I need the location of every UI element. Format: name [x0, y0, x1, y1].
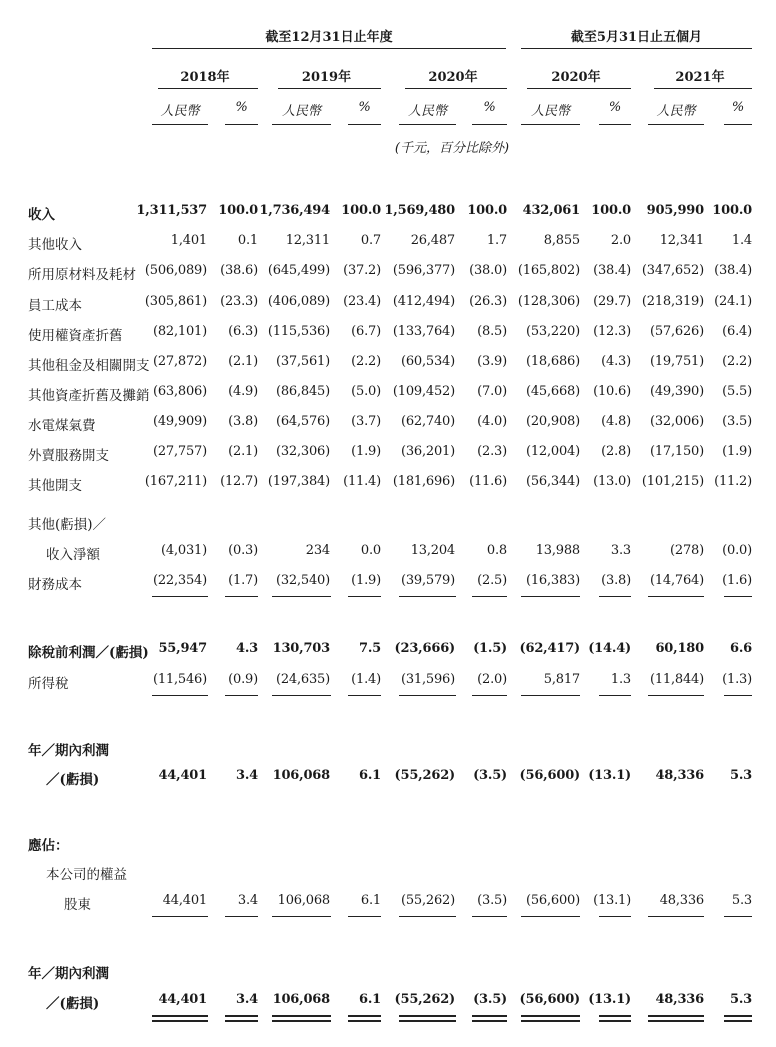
cell-amount: 106,068	[272, 768, 330, 783]
cell-amount: 13,988	[535, 543, 580, 558]
tax-rule	[152, 695, 208, 696]
cell-percent: (11.6)	[469, 474, 507, 489]
cell-percent: (12.3)	[593, 324, 631, 339]
cell-percent: 3.4	[237, 893, 258, 908]
total-double-rule-1	[399, 1015, 456, 1017]
cell-percent: (3.9)	[477, 354, 507, 369]
cell-percent: (11.4)	[343, 474, 381, 489]
cell-amount: 48,336	[655, 768, 704, 783]
cell-percent: (0.3)	[228, 543, 258, 558]
unit-rule	[599, 124, 631, 125]
year-header-rule	[278, 88, 381, 89]
cell-amount: (12,004)	[525, 444, 580, 459]
cell-percent: (3.8)	[228, 414, 258, 429]
subtotal-rule	[521, 596, 580, 597]
cell-percent: (3.7)	[351, 414, 381, 429]
cell-percent: (14.4)	[588, 641, 631, 656]
cell-amount: (27,757)	[152, 444, 207, 459]
cell-percent: 1.4	[731, 233, 752, 248]
row-label: ／(虧損)	[46, 996, 100, 1012]
cell-percent: (38.6)	[220, 263, 258, 278]
cell-amount: (19,751)	[649, 354, 704, 369]
tax-rule	[272, 695, 331, 696]
row-label: 水電煤氣費	[28, 418, 96, 434]
total-double-rule-2	[599, 1020, 631, 1022]
cell-amount: (49,909)	[152, 414, 207, 429]
cell-amount: (181,696)	[392, 474, 455, 489]
total-double-rule-1	[472, 1015, 507, 1017]
cell-amount: 44,401	[158, 768, 207, 783]
cell-percent: (3.8)	[601, 573, 631, 588]
cell-amount: 12,341	[659, 233, 704, 248]
total-double-rule-1	[348, 1015, 381, 1017]
cell-percent: (13.1)	[588, 768, 631, 783]
total-double-rule-1	[648, 1015, 704, 1017]
year-header: 2020年	[551, 70, 601, 85]
cell-amount: (18,686)	[525, 354, 580, 369]
subtotal-rule	[272, 596, 331, 597]
total-double-rule-1	[724, 1015, 752, 1017]
cell-amount: (60,534)	[400, 354, 455, 369]
year-header: 2019年	[301, 70, 352, 85]
cell-percent: (13.1)	[593, 893, 631, 908]
cell-amount: 55,947	[158, 641, 207, 656]
cell-amount: (165,802)	[517, 263, 580, 278]
total-double-rule-2	[472, 1020, 507, 1022]
cell-amount: (16,383)	[525, 573, 580, 588]
row-label: 其他開支	[28, 478, 82, 494]
cell-percent: (29.7)	[593, 294, 631, 309]
subtotal-rule	[724, 596, 752, 597]
row-label: 應佔：	[28, 838, 69, 854]
cell-amount: (27,872)	[152, 354, 207, 369]
cell-percent: (3.5)	[473, 992, 507, 1007]
row-label: 年／期內利潤	[28, 743, 109, 759]
row-label: 財務成本	[28, 577, 82, 593]
cell-amount: 1,569,480	[384, 203, 455, 218]
total-double-rule-2	[272, 1020, 331, 1022]
group-header-five-months: 截至5月31日止五個月	[570, 30, 703, 45]
row-label: 股東	[64, 897, 91, 913]
row-label: 其他資產折舊及攤銷	[28, 388, 150, 404]
cell-amount: 1,736,494	[259, 203, 330, 218]
cell-percent: (3.5)	[473, 768, 507, 783]
cell-amount: 1,401	[170, 233, 207, 248]
unit-note: (千元，百分比除外)	[394, 141, 510, 156]
cell-percent: (0.9)	[228, 672, 258, 687]
cell-amount: (4,031)	[161, 543, 207, 558]
cell-amount: (218,319)	[641, 294, 704, 309]
year-header-rule	[405, 88, 507, 89]
unit-rmb: 人民幣	[160, 104, 200, 119]
subtotal-rule	[472, 596, 507, 597]
unit-rule	[724, 124, 752, 125]
row-label: 年／期內利潤	[28, 966, 109, 982]
cell-percent: (2.3)	[477, 444, 507, 459]
cell-amount: 1,311,537	[136, 203, 207, 218]
attributable-rule	[521, 916, 580, 917]
attributable-rule	[724, 916, 752, 917]
total-double-rule-2	[724, 1020, 752, 1022]
cell-percent: 0.1	[237, 233, 258, 248]
row-label: ／(虧損)	[46, 772, 100, 788]
tax-rule	[348, 695, 381, 696]
cell-amount: (305,861)	[144, 294, 207, 309]
subtotal-rule	[152, 596, 208, 597]
row-label: 其他(虧損)／	[28, 517, 107, 533]
tax-rule	[521, 695, 580, 696]
cell-percent: 3.3	[610, 543, 631, 558]
total-double-rule-2	[348, 1020, 381, 1022]
cell-amount: (64,576)	[275, 414, 330, 429]
subtotal-rule	[348, 596, 381, 597]
cell-percent: 4.3	[235, 641, 258, 656]
cell-percent: (24.1)	[714, 294, 752, 309]
cell-amount: (37,561)	[275, 354, 330, 369]
total-double-rule-1	[225, 1015, 258, 1017]
cell-amount: (45,668)	[525, 384, 580, 399]
subtotal-rule	[399, 596, 456, 597]
cell-amount: (56,344)	[525, 474, 580, 489]
attributable-rule	[648, 916, 704, 917]
cell-amount: (32,540)	[275, 573, 330, 588]
unit-rule	[472, 124, 507, 125]
row-label: 除稅前利潤／(虧損)	[28, 645, 149, 661]
cell-amount: (17,150)	[649, 444, 704, 459]
group-header-year: 截至12月31日止年度	[265, 30, 393, 45]
cell-percent: (6.4)	[722, 324, 752, 339]
cell-percent: (13.1)	[588, 992, 631, 1007]
cell-percent: (2.1)	[228, 444, 258, 459]
cell-amount: (23,666)	[394, 641, 455, 656]
cell-amount: (406,089)	[267, 294, 330, 309]
year-header-rule	[527, 88, 631, 89]
cell-percent: 5.3	[729, 992, 752, 1007]
cell-percent: 7.5	[358, 641, 381, 656]
cell-percent: 6.1	[360, 893, 381, 908]
cell-percent: 6.1	[358, 992, 381, 1007]
unit-rule	[399, 124, 456, 125]
cell-amount: (53,220)	[525, 324, 580, 339]
attributable-rule	[272, 916, 331, 917]
year-header: 2020年	[428, 70, 478, 85]
cell-percent: (10.6)	[593, 384, 631, 399]
cell-amount: 234	[305, 543, 330, 558]
cell-amount: 130,703	[272, 641, 330, 656]
cell-amount: (49,390)	[649, 384, 704, 399]
cell-amount: (56,600)	[519, 768, 580, 783]
unit-pct: %	[731, 100, 745, 115]
cell-amount: (596,377)	[392, 263, 455, 278]
cell-amount: 48,336	[659, 893, 704, 908]
year-header-rule	[158, 88, 258, 89]
cell-amount: (506,089)	[144, 263, 207, 278]
tax-rule	[648, 695, 704, 696]
cell-amount: (645,499)	[267, 263, 330, 278]
cell-percent: (6.7)	[351, 324, 381, 339]
cell-percent: (38.4)	[714, 263, 752, 278]
cell-percent: 2.0	[610, 233, 631, 248]
row-label: 收入淨額	[46, 547, 100, 563]
unit-rule	[648, 124, 704, 125]
cell-percent: (2.2)	[351, 354, 381, 369]
total-double-rule-1	[272, 1015, 331, 1017]
cell-percent: (12.7)	[220, 474, 258, 489]
cell-amount: 106,068	[277, 893, 330, 908]
cell-percent: (23.4)	[343, 294, 381, 309]
cell-percent: (4.9)	[228, 384, 258, 399]
cell-percent: 1.3	[610, 672, 631, 687]
cell-percent: (5.0)	[351, 384, 381, 399]
cell-percent: (3.5)	[722, 414, 752, 429]
row-label: 其他租金及相關開支	[28, 358, 150, 374]
subtotal-rule	[225, 596, 258, 597]
cell-percent: 0.7	[360, 233, 381, 248]
subtotal-rule	[599, 596, 631, 597]
cell-percent: (38.4)	[593, 263, 631, 278]
cell-percent: (2.5)	[477, 573, 507, 588]
cell-amount: (11,844)	[649, 672, 704, 687]
cell-percent: (13.0)	[593, 474, 631, 489]
cell-amount: 26,487	[410, 233, 455, 248]
cell-amount: (167,211)	[144, 474, 207, 489]
year-header: 2021年	[675, 70, 725, 85]
unit-rmb: 人民幣	[530, 104, 570, 119]
cell-percent: (38.0)	[469, 263, 507, 278]
cell-percent: (2.2)	[722, 354, 752, 369]
cell-amount: 44,401	[158, 992, 207, 1007]
total-double-rule-2	[399, 1020, 456, 1022]
cell-percent: 3.4	[235, 768, 258, 783]
cell-amount: (20,908)	[525, 414, 580, 429]
cell-percent: (3.5)	[477, 893, 507, 908]
cell-amount: (347,652)	[641, 263, 704, 278]
unit-rmb: 人民幣	[407, 104, 447, 119]
cell-percent: (7.0)	[477, 384, 507, 399]
cell-amount: 8,855	[543, 233, 580, 248]
unit-pct: %	[235, 100, 248, 115]
cell-percent: (1.9)	[351, 573, 381, 588]
attributable-rule	[472, 916, 507, 917]
cell-percent: 5.3	[731, 893, 752, 908]
year-header-rule	[654, 88, 752, 89]
cell-percent: (2.1)	[228, 354, 258, 369]
unit-rule	[521, 124, 580, 125]
cell-amount: 106,068	[272, 992, 330, 1007]
cell-amount: (63,806)	[152, 384, 207, 399]
cell-percent: 0.0	[360, 543, 381, 558]
cell-percent: (2.8)	[601, 444, 631, 459]
cell-amount: (11,546)	[152, 672, 207, 687]
cell-amount: (133,764)	[392, 324, 455, 339]
total-double-rule-1	[152, 1015, 208, 1017]
cell-percent: (26.3)	[469, 294, 507, 309]
tax-rule	[599, 695, 631, 696]
total-double-rule-2	[648, 1020, 704, 1022]
tax-rule	[225, 695, 258, 696]
cell-amount: (55,262)	[394, 768, 455, 783]
cell-amount: (109,452)	[392, 384, 455, 399]
cell-amount: 13,204	[410, 543, 455, 558]
cell-percent: 1.7	[486, 233, 507, 248]
cell-amount: (56,600)	[519, 992, 580, 1007]
cell-percent: 6.6	[729, 641, 752, 656]
attributable-rule	[152, 916, 208, 917]
cell-percent: (0.0)	[722, 543, 752, 558]
cell-percent: (1.5)	[473, 641, 507, 656]
cell-amount: (62,417)	[519, 641, 580, 656]
attributable-rule	[399, 916, 456, 917]
unit-rmb: 人民幣	[656, 104, 696, 119]
group-header-five-months-rule	[521, 48, 752, 49]
row-label: 收入	[28, 207, 55, 223]
unit-rule	[152, 124, 208, 125]
tax-rule	[399, 695, 456, 696]
unit-rule	[272, 124, 331, 125]
tax-rule	[724, 695, 752, 696]
cell-amount: 12,311	[285, 233, 330, 248]
cell-amount: (55,262)	[400, 893, 455, 908]
row-label: 所用原材料及耗材	[28, 267, 136, 283]
cell-percent: (1.3)	[722, 672, 752, 687]
group-header-year-rule	[152, 48, 506, 49]
cell-amount: 5,817	[543, 672, 580, 687]
cell-percent: (8.5)	[477, 324, 507, 339]
cell-amount: (55,262)	[394, 992, 455, 1007]
cell-amount: (412,494)	[392, 294, 455, 309]
cell-percent: (23.3)	[220, 294, 258, 309]
total-double-rule-1	[599, 1015, 631, 1017]
cell-percent: (5.5)	[722, 384, 752, 399]
row-label: 外賣服務開支	[28, 448, 109, 464]
cell-amount: (39,579)	[400, 573, 455, 588]
cell-amount: 905,990	[646, 203, 704, 218]
cell-amount: (32,306)	[275, 444, 330, 459]
cell-percent: (1.6)	[722, 573, 752, 588]
row-label: 其他收入	[28, 237, 82, 253]
year-header: 2018年	[180, 70, 230, 85]
cell-percent: 100.0	[591, 203, 631, 218]
cell-percent: (2.0)	[477, 672, 507, 687]
cell-amount: (32,006)	[649, 414, 704, 429]
row-label: 本公司的權益	[46, 867, 127, 883]
total-double-rule-2	[152, 1020, 208, 1022]
row-label: 所得稅	[28, 676, 69, 692]
total-double-rule-2	[225, 1020, 258, 1022]
cell-percent: (4.8)	[601, 414, 631, 429]
cell-amount: (101,215)	[641, 474, 704, 489]
cell-amount: (278)	[670, 543, 704, 558]
cell-amount: (82,101)	[152, 324, 207, 339]
cell-percent: (11.2)	[714, 474, 752, 489]
cell-amount: (24,635)	[275, 672, 330, 687]
unit-pct: %	[608, 100, 622, 115]
cell-percent: 100.0	[218, 203, 258, 218]
cell-amount: (197,384)	[267, 474, 330, 489]
unit-rmb: 人民幣	[281, 104, 321, 119]
cell-percent: (4.3)	[601, 354, 631, 369]
total-double-rule-1	[521, 1015, 580, 1017]
cell-amount: 60,180	[655, 641, 704, 656]
cell-amount: (62,740)	[400, 414, 455, 429]
row-label: 員工成本	[28, 298, 82, 314]
tax-rule	[472, 695, 507, 696]
row-label: 使用權資產折舊	[28, 328, 123, 344]
unit-rule	[348, 124, 381, 125]
cell-percent: 0.8	[486, 543, 507, 558]
total-double-rule-2	[521, 1020, 580, 1022]
cell-percent: 100.0	[712, 203, 752, 218]
cell-amount: (57,626)	[649, 324, 704, 339]
cell-percent: (1.7)	[228, 573, 258, 588]
cell-amount: (14,764)	[649, 573, 704, 588]
cell-amount: 44,401	[162, 893, 207, 908]
cell-percent: 100.0	[467, 203, 507, 218]
cell-percent: 6.1	[358, 768, 381, 783]
cell-amount: (56,600)	[525, 893, 580, 908]
unit-rule	[225, 124, 258, 125]
cell-percent: 3.4	[235, 992, 258, 1007]
cell-percent: (1.4)	[351, 672, 381, 687]
attributable-rule	[225, 916, 258, 917]
cell-amount: (36,201)	[400, 444, 455, 459]
cell-amount: (31,596)	[400, 672, 455, 687]
subtotal-rule	[648, 596, 704, 597]
cell-percent: 5.3	[729, 768, 752, 783]
unit-pct: %	[483, 100, 496, 115]
cell-percent: (1.9)	[351, 444, 381, 459]
cell-amount: (86,845)	[275, 384, 330, 399]
cell-percent: (37.2)	[343, 263, 381, 278]
cell-amount: (115,536)	[267, 324, 330, 339]
cell-percent: (4.0)	[477, 414, 507, 429]
cell-amount: (22,354)	[152, 573, 207, 588]
cell-percent: (1.9)	[722, 444, 752, 459]
cell-amount: (128,306)	[517, 294, 580, 309]
attributable-rule	[599, 916, 631, 917]
attributable-rule	[348, 916, 381, 917]
cell-percent: (6.3)	[228, 324, 258, 339]
unit-pct: %	[358, 100, 371, 115]
cell-percent: 100.0	[341, 203, 381, 218]
cell-amount: 48,336	[655, 992, 704, 1007]
cell-amount: 432,061	[522, 203, 580, 218]
